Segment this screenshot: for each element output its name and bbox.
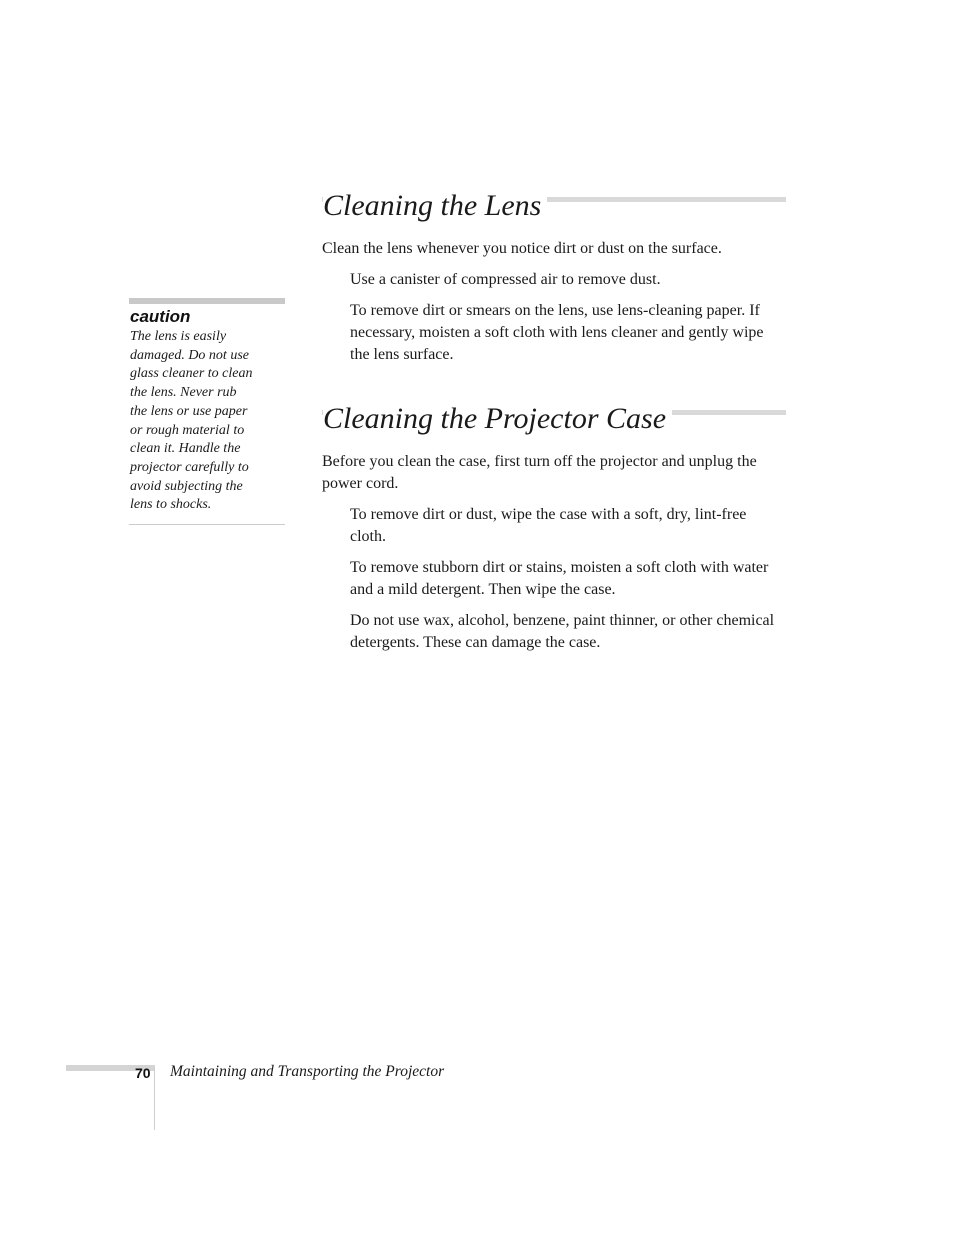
section-intro: Clean the lens whenever you notice dirt or dust on the surface. <box>322 240 722 257</box>
list-item: To remove dirt or smears on the lens, use lens-cleaning paper. If necessary, moisten a soft cloth with lens cleaner and gently wipe the lens surface. <box>350 302 764 363</box>
section-intro: Before you clean the case, first turn off the projector and unplug the power cord. <box>322 453 757 492</box>
list-item: Do not use wax, alcohol, benzene, paint thinner, or other chemical detergents. These can damage the case. <box>350 612 775 651</box>
caution-text: The lens is easily damaged. Do not use glass cleaner to clean the lens. Never rub the lens or use paper or rough material to clean it. Handle the projector carefully to avoid subjecting the lens to shocks. <box>130 329 253 513</box>
caution-divider <box>129 524 285 525</box>
caution-bar <box>129 298 285 304</box>
list-item: To remove dirt or dust, wipe the case with a soft, dry, lint-free cloth. <box>350 506 747 545</box>
section-cleaning-lens <box>322 190 786 370</box>
list-item: Use a canister of compressed air to remove dust. <box>350 271 661 288</box>
page-number: 70 <box>135 1065 151 1081</box>
caution-note <box>129 298 285 525</box>
section-heading: Cleaning the Projector Case <box>323 401 672 437</box>
footer-chapter-title: Maintaining and Transporting the Projector <box>170 1063 445 1080</box>
section-cleaning-case <box>322 403 786 663</box>
caution-title: caution <box>130 307 191 326</box>
section-heading: Cleaning the Lens <box>323 188 547 224</box>
list-item: To remove stubborn dirt or stains, moisten a soft cloth with water and a mild detergent. Then wipe the case. <box>350 559 769 598</box>
footer-divider <box>154 1068 155 1130</box>
